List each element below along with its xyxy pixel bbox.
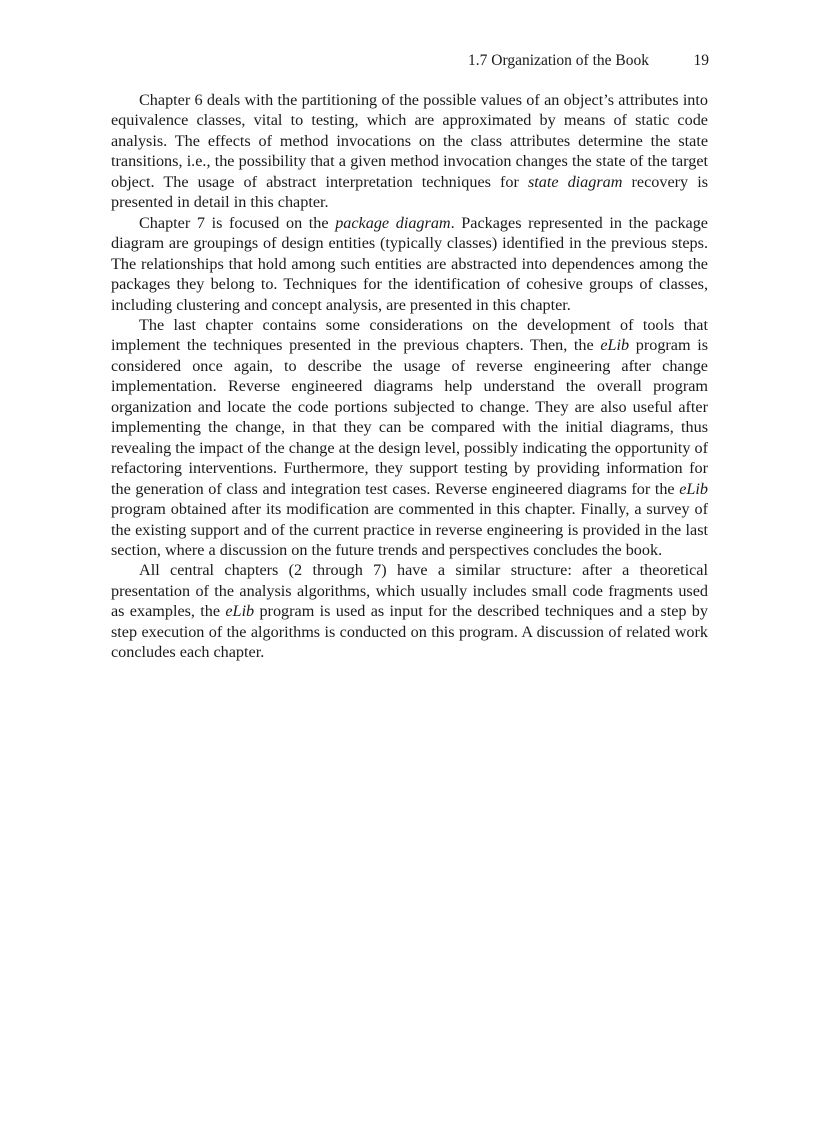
paragraph-chapter-7	[111, 213, 708, 315]
body-text	[111, 90, 708, 663]
italic-term-state-diagram: state diagram	[527, 172, 623, 191]
text-segment: The last chapter contains some considerations on the development of tools that implement the techniques presented in the previous chapters. Then, the	[111, 315, 708, 355]
text-segment: program is considered once again, to describe the usage of reverse engineering after change implementation. Reverse engineered diagrams help understand the overall program organization and locate the code portions subjected to change. They are also useful after implementing the change, in that they can be compared with the initial diagrams, thus revealing the impact of the change at the design level, possibly indicating the opportunity of refactoring interventions. Furthermore, they support testing by providing information for the generation of class and integration test cases. Reverse engineered diagrams for the	[111, 336, 708, 498]
running-head	[112, 52, 710, 74]
text-segment: . Packages represented in the package diagram are groupings of design entities (typically classes) identified in the previous steps. The relationships that hold among such entities are abstracted into dependences among the packages they belong to. Techniques for the identification of cohesive groups of classes, including clustering and concept analysis, are presented in this chapter.	[111, 213, 708, 314]
italic-term-elib: eLib	[225, 602, 255, 621]
paragraph-last-chapter	[111, 315, 708, 560]
page-number: 19	[693, 52, 709, 69]
paragraph-central-chapters	[111, 560, 708, 662]
section-title: 1.7 Organization of the Book	[468, 52, 649, 69]
text-segment: All central chapters (2 through 7) have a similar structure: after a theoretical presentation of the analysis algorithms, which usually includes small code fragments used as examples, the	[111, 561, 708, 621]
text-segment: program is used as input for the described techniques and a step by step execution of the algorithms is conducted on this program. A discussion of related work concludes each chapter.	[111, 602, 708, 662]
italic-term-elib: eLib	[600, 336, 630, 355]
paragraph-chapter-6	[111, 90, 708, 213]
text-segment: Chapter 6 deals with the partitioning of the possible values of an object’s attributes into equivalence classes, vital to testing, which are approximated by means of static code analysis. The effects of method invocations on the class attributes determine the state transitions, i.e., the possibility that a given method invocation changes the state of the target object. The usage of abstract interpretation techniques for	[111, 91, 708, 191]
italic-term-elib: eLib	[679, 479, 708, 498]
text-segment: program obtained after its modification are commented in this chapter. Finally, a survey of the existing support and of the current practice in reverse engineering is provided in the last section, where a discussion on the future trends and perspectives concludes the book.	[111, 500, 708, 559]
text-segment: recovery is presented in detail in this chapter.	[111, 172, 708, 212]
text-segment: Chapter 7 is focused on the	[139, 213, 336, 232]
italic-term-package-diagram: package diagram	[335, 213, 451, 232]
